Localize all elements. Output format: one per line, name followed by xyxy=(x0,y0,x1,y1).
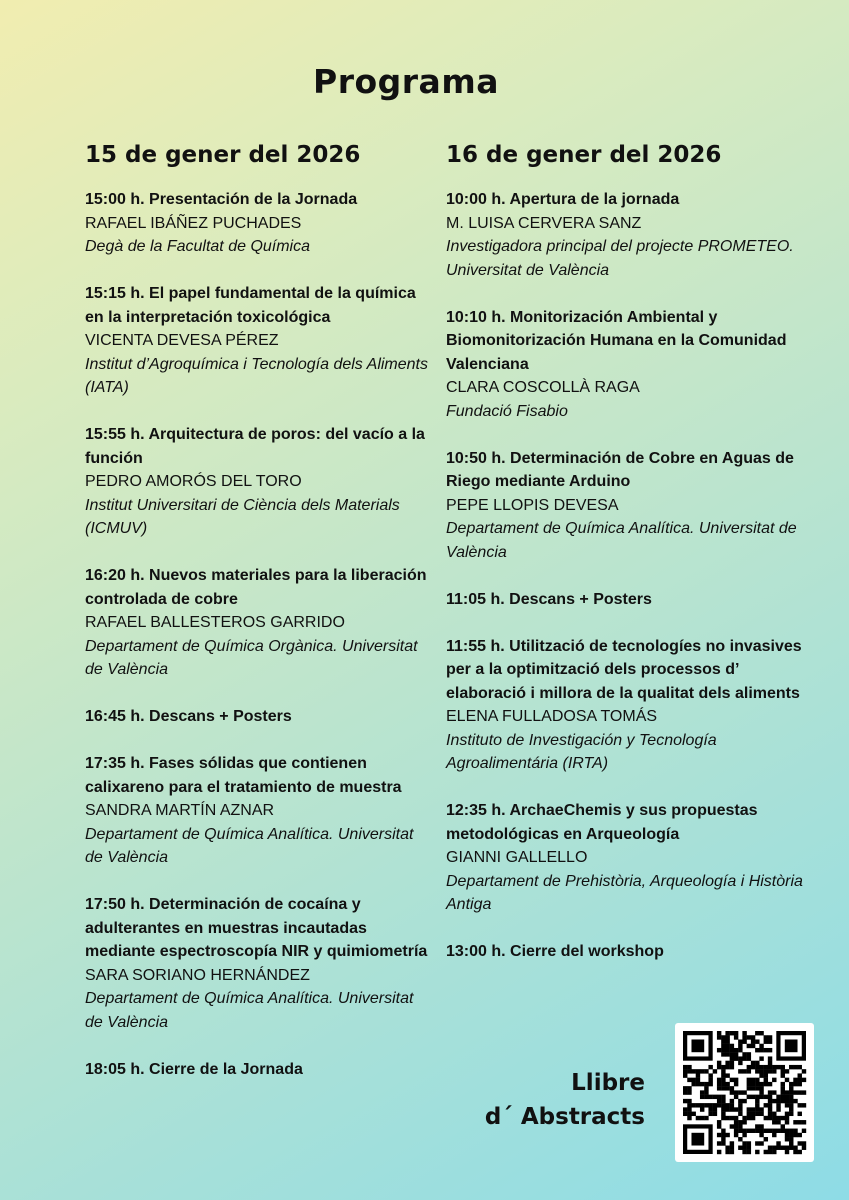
session-item xyxy=(85,1058,430,1082)
session-affiliation: Fundació Fisabio xyxy=(446,402,568,420)
session-heading: 17:35 h. Fases sólidas que contienen calixareno para el tratamiento de muestra xyxy=(85,755,402,796)
session-affiliation: Departament de Química Analítica. Universitat de València xyxy=(85,825,414,866)
session-item xyxy=(446,188,806,282)
session-item xyxy=(446,588,806,612)
session-heading: 15:15 h. El papel fundamental de la química en la interpretación toxicológica xyxy=(85,285,416,326)
session-heading: 11:05 h. Descans + Posters xyxy=(446,590,652,608)
session-speaker: PEDRO AMORÓS DEL TORO xyxy=(85,473,302,490)
day-heading: 16 de gener del 2026 xyxy=(446,142,722,168)
session-item xyxy=(446,799,806,917)
qr-code-icon[interactable] xyxy=(675,1023,814,1162)
abstracts-label-line-2: d´ Abstracts xyxy=(484,1104,645,1130)
session-heading: 16:45 h. Descans + Posters xyxy=(85,708,292,725)
abstracts-book-label xyxy=(485,1066,645,1134)
session-heading: 10:00 h. Apertura de la jornada xyxy=(446,191,680,208)
session-speaker: GIANNI GALLELLO xyxy=(446,849,588,866)
session-item xyxy=(446,635,806,776)
session-item xyxy=(446,306,806,424)
session-affiliation: Institut d’Agroquímica i Tecnología dels Aliments (IATA) xyxy=(85,355,428,396)
session-speaker: CLARA COSCOLLÀ RAGA xyxy=(446,379,640,396)
qr-code-graphic xyxy=(675,1023,814,1162)
session-item xyxy=(85,564,430,682)
session-affiliation: Investigadora principal del projecte PROMETEO. Universitat de València xyxy=(446,238,794,279)
session-item xyxy=(85,752,430,870)
session-item xyxy=(446,447,806,565)
session-heading: 10:50 h. Determinación de Cobre en Aguas de Riego mediante Arduino xyxy=(446,449,794,490)
session-item xyxy=(85,282,430,400)
session-item xyxy=(85,423,430,541)
session-item xyxy=(85,705,430,729)
session-item xyxy=(85,188,430,259)
session-heading: 17:50 h. Determinación de cocaína y adulterantes en muestras incautadas mediante espectroscopía NIR y quimiometría xyxy=(85,896,428,960)
session-item xyxy=(446,940,806,964)
session-speaker: SARA SORIANO HERNÁNDEZ xyxy=(85,966,310,984)
session-affiliation: Departament de Prehistòria, Arqueología i Història Antiga xyxy=(446,872,803,913)
session-speaker: RAFAEL IBÁÑEZ PUCHADES xyxy=(85,214,302,232)
session-heading: 15:55 h. Arquitectura de poros: del vacío a la función xyxy=(85,426,425,467)
session-affiliation: Instituto de Investigación y Tecnología Agroalimentária (IRTA) xyxy=(446,731,717,772)
session-heading: 15:00 h. Presentación de la Jornada xyxy=(85,191,358,208)
session-speaker: RAFAEL BALLESTEROS GARRIDO xyxy=(85,614,345,631)
session-heading: 12:35 h. ArchaeChemis y sus propuestas metodológicas en Arqueología xyxy=(446,802,758,843)
abstracts-label-line-1: Llibre xyxy=(571,1070,645,1096)
session-speaker: SANDRA MARTÍN AZNAR xyxy=(85,802,275,819)
session-heading: 16:20 h. Nuevos materiales para la liberación controlada de cobre xyxy=(85,567,427,608)
day-column-2 xyxy=(446,140,806,987)
session-speaker: M. LUISA CERVERA SANZ xyxy=(446,214,642,232)
day-column-1 xyxy=(85,140,430,1105)
session-heading: 10:10 h. Monitorización Ambiental y Biomonitorización Humana en la Comunidad Valenciana xyxy=(446,308,787,373)
session-speaker: PEPE LLOPIS DEVESA xyxy=(446,496,619,514)
session-affiliation: Institut Universitari de Ciència dels Materials (ICMUV) xyxy=(85,496,400,537)
session-speaker: ELENA FULLADOSA TOMÁS xyxy=(446,708,658,725)
session-affiliation: Departament de Química Analítica. Universitat de València xyxy=(446,520,797,561)
session-affiliation: Degà de la Facultat de Química xyxy=(85,238,311,255)
session-affiliation: Departament de Química Orgànica. Universitat de València xyxy=(85,637,418,678)
session-heading: 13:00 h. Cierre del workshop xyxy=(446,943,664,960)
day-heading: 15 de gener del 2026 xyxy=(85,142,361,168)
session-heading: 18:05 h. Cierre de la Jornada xyxy=(85,1060,303,1078)
session-speaker: VICENTA DEVESA PÉREZ xyxy=(85,332,279,349)
session-affiliation: Departament de Química Analítica. Universitat de València xyxy=(85,990,414,1031)
session-item xyxy=(85,893,430,1034)
session-heading: 11:55 h. Utilització de tecnologíes no invasives per a la optimització dels processos d’ elaboració i millora de la qualitat dels aliments xyxy=(446,637,802,702)
page-title: Programa xyxy=(313,62,499,101)
